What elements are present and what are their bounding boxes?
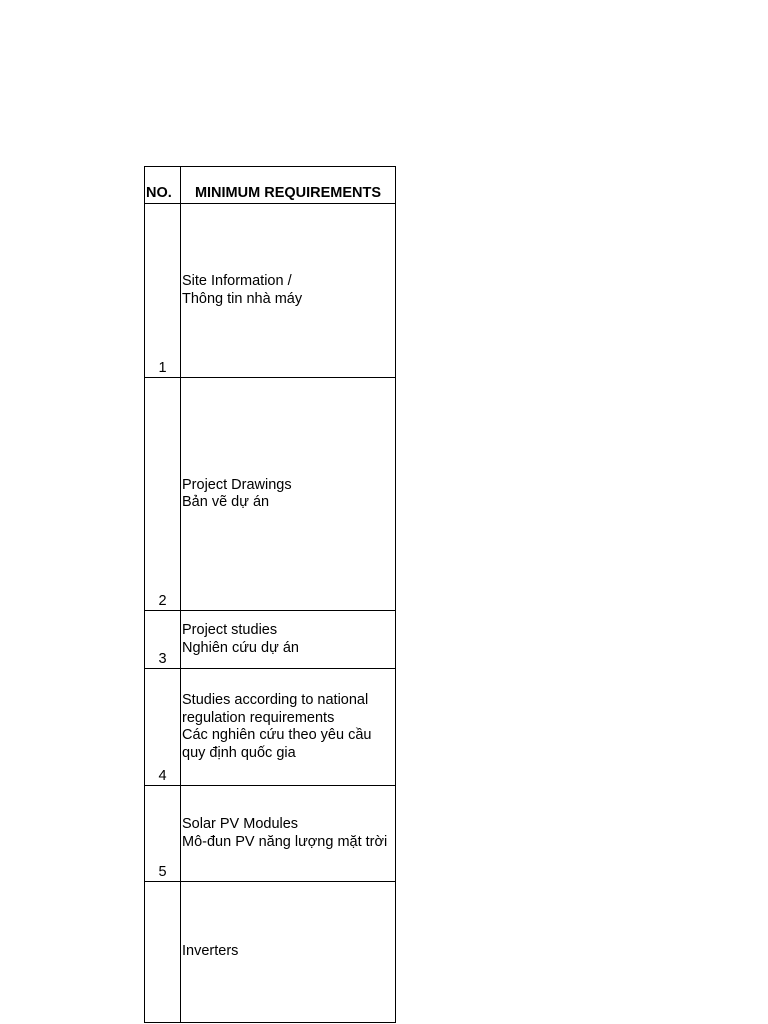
table-row xyxy=(145,786,396,882)
row-number: 2 xyxy=(145,378,181,611)
requirement-cell xyxy=(181,669,396,786)
table-row xyxy=(145,611,396,669)
requirement-cell xyxy=(181,611,396,669)
requirement-text-en: Inverters xyxy=(182,943,239,960)
requirement-text-en: Studies according to national regulation requirements xyxy=(182,692,369,726)
requirements-sheet xyxy=(144,166,396,960)
table-row xyxy=(145,882,396,1023)
header-row xyxy=(145,167,396,204)
row-number xyxy=(145,882,181,1023)
row-number: 1 xyxy=(145,204,181,378)
row-number: 5 xyxy=(145,786,181,882)
header-no: NO. xyxy=(145,167,181,204)
table-row xyxy=(145,204,396,378)
requirement-cell xyxy=(181,882,396,1023)
row-number: 3 xyxy=(145,611,181,669)
requirement-text-vi: Bản vẽ dự án xyxy=(182,494,270,510)
requirement-text-vi: Mô-đun PV năng lượng mặt trời xyxy=(182,833,388,850)
row-number: 4 xyxy=(145,669,181,786)
requirement-text-en: Project studies xyxy=(182,622,278,638)
requirement-text-en: Site Information / xyxy=(182,273,292,289)
requirement-cell xyxy=(181,204,396,378)
table-row xyxy=(145,669,396,786)
requirement-text-en: Project Drawings xyxy=(182,476,292,493)
requirement-text-en: Solar PV Modules xyxy=(182,816,299,832)
requirement-text-vi: Thông tin nhà máy xyxy=(182,290,303,307)
table-row xyxy=(145,378,396,611)
requirement-text-vi: Các nghiên cứu theo yêu cầu quy định quốc gia xyxy=(182,727,372,761)
requirement-cell xyxy=(181,786,396,882)
requirements-table xyxy=(144,166,396,1023)
requirement-text-vi: Nghiên cứu dự án xyxy=(182,639,299,656)
requirement-cell xyxy=(181,378,396,611)
header-minimum-requirements: MINIMUM REQUIREMENTS xyxy=(181,167,396,204)
